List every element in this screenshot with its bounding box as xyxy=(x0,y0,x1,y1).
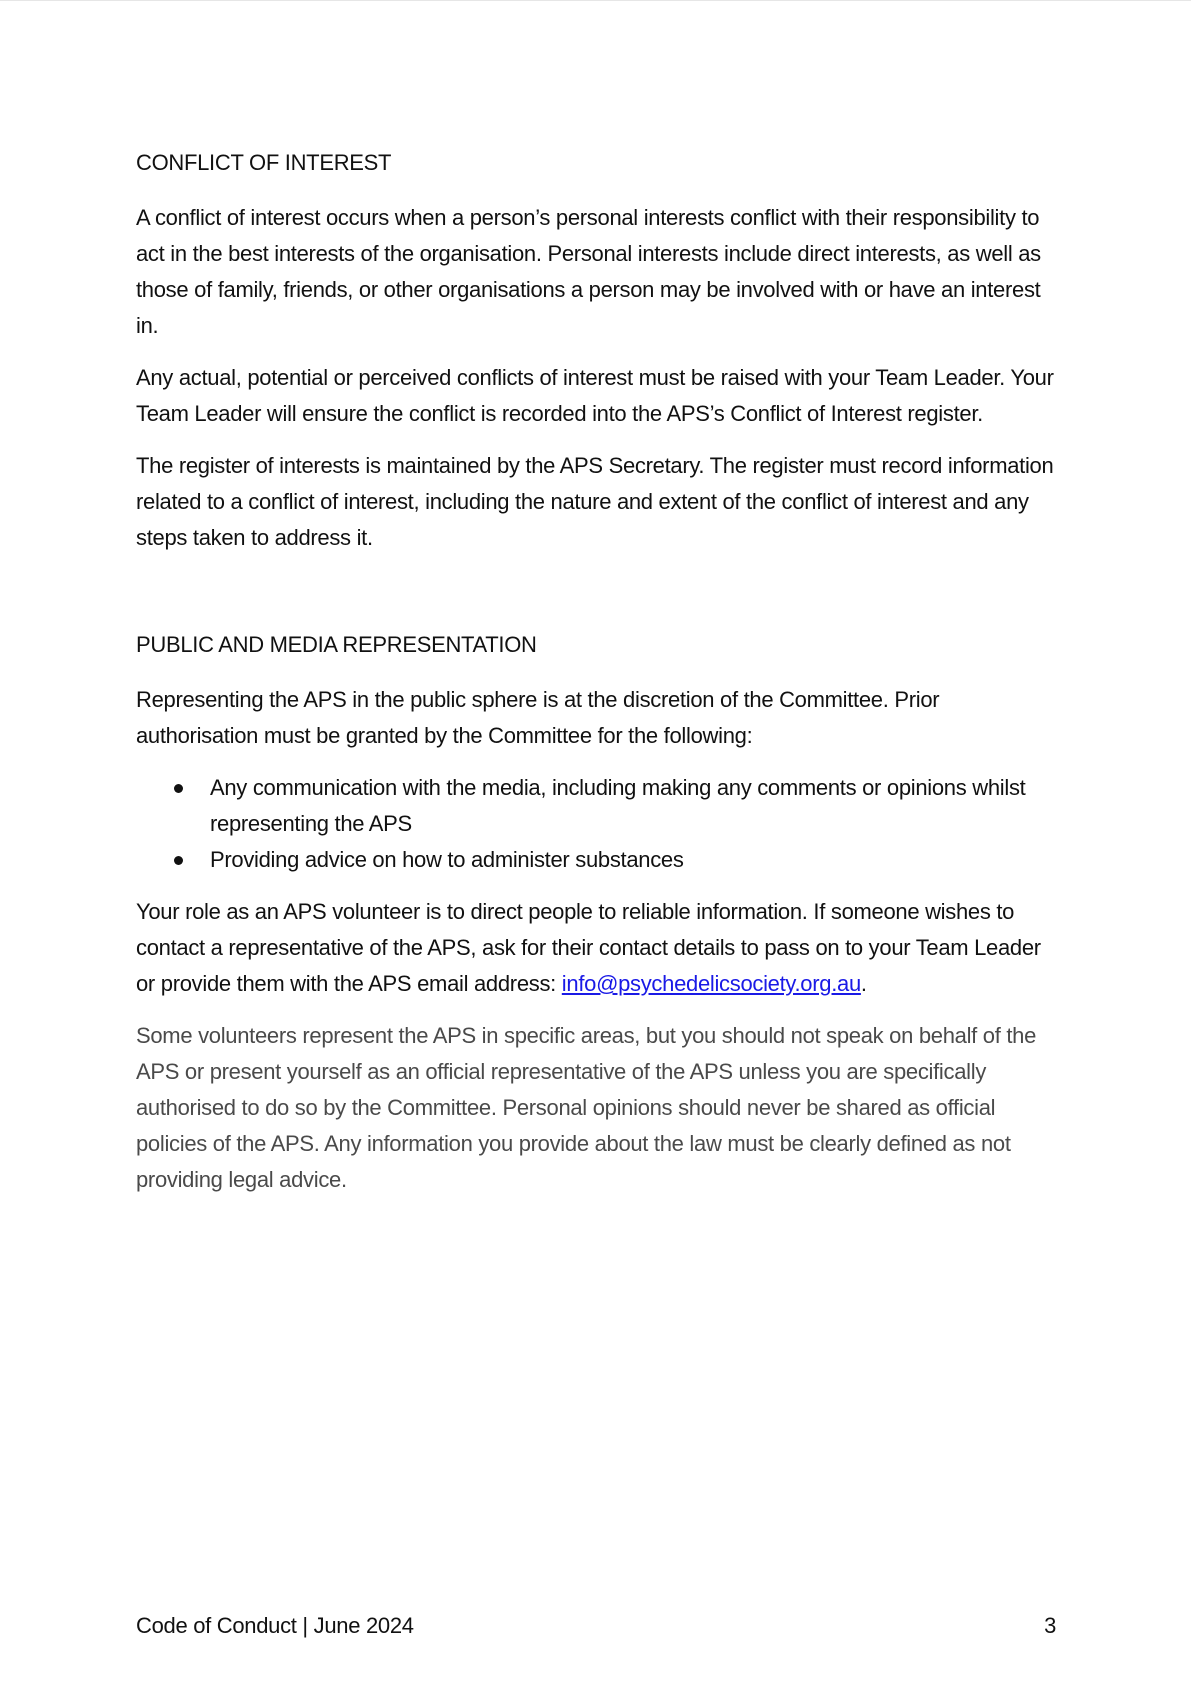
section-heading: PUBLIC AND MEDIA REPRESENTATION xyxy=(136,632,537,657)
list-item-text: Any communication with the media, including making any comments or opinions whilst representing the APS xyxy=(210,775,1026,836)
public-media-section xyxy=(136,630,1056,1198)
paragraph: Representing the APS in the public sphere is at the discretion of the Committee. Prior authorisation must be granted by the Committee for the following: xyxy=(136,687,940,748)
sentence-end: . xyxy=(860,971,867,996)
paragraph: A conflict of interest occurs when a person’s personal interests conflict with their responsibility to act in the best interests of the organisation. Personal interests include direct interests, as well as those of family, friends, or other organisations a person may be involved with or have an interest in. xyxy=(136,205,1041,338)
paragraph: The register of interests is maintained by the APS Secretary. The register must record information related to a conflict of interest, including the nature and extent of the conflict of interest and any steps taken to address it. xyxy=(136,453,1054,550)
page-top-edge xyxy=(0,0,1191,1)
role-text: Your role as an APS volunteer is to direct people to reliable information. If someone wishes to contact a representative of the APS, ask for their contact details to pass on to your Team Leader or provide them with the APS email address: xyxy=(136,899,1041,996)
conflict-of-interest-section xyxy=(136,148,1056,556)
bullet-list xyxy=(136,770,1056,878)
list-item-text: Providing advice on how to administer substances xyxy=(210,847,684,872)
page-content xyxy=(136,148,1056,1214)
page-number: 3 xyxy=(1044,1613,1056,1638)
paragraph xyxy=(136,894,1056,1002)
list-item xyxy=(210,842,1056,878)
footer-title: Code of Conduct | June 2024 xyxy=(136,1613,414,1638)
bullet-icon xyxy=(174,784,183,793)
email-link[interactable]: info@psychedelicsociety.org.au xyxy=(561,971,861,996)
paragraph: Any actual, potential or perceived conflicts of interest must be raised with your Team Leader. Your Team Leader will ensure the conflict is recorded into the APS’s Conflict of Interest register. xyxy=(136,365,1054,426)
list-item xyxy=(210,770,1056,842)
page-footer xyxy=(136,1611,1056,1641)
section-heading: CONFLICT OF INTEREST xyxy=(136,150,392,175)
bullet-icon xyxy=(174,856,183,865)
paragraph: Some volunteers represent the APS in specific areas, but you should not speak on behalf of the APS or present yourself as an official representative of the APS unless you are specifically authorised to do so by the Committee. Personal opinions should never be shared as official policies of the APS. Any information you provide about the law must be clearly defined as not providing legal advice. xyxy=(136,1023,1037,1192)
section-spacer xyxy=(136,572,1056,630)
